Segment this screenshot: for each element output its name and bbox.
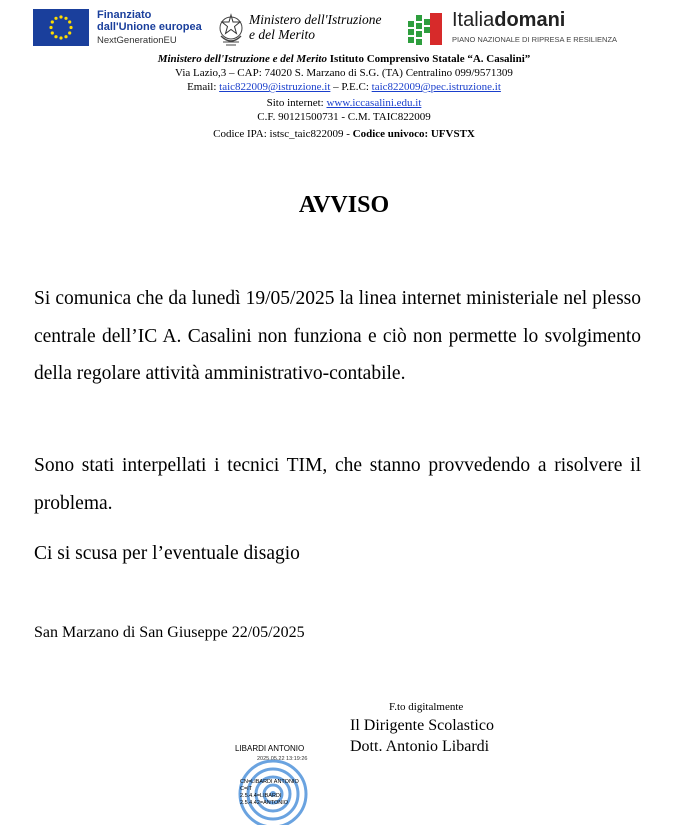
institution-codes: C.F. 90121500731 - C.M. TAIC822009: [257, 111, 431, 123]
ministry-logo: [249, 12, 382, 42]
italian-republic-emblem-icon: [217, 12, 245, 48]
institution-address: Via Lazio,3 – CAP: 74020 S. Marzano di S.G. (TA) Centralino 099/9571309: [175, 67, 513, 79]
signatory-role: Il Dirigente Scolastico: [350, 717, 494, 734]
ipa-label: Codice IPA: istsc_taic822009 -: [213, 128, 353, 140]
stamp-timestamp: 2025.05.22 13:19:26: [257, 756, 308, 762]
stamp-certificate-info: [240, 779, 299, 807]
eu-line3: NextGenerationEU: [97, 35, 177, 46]
domani-word: domani: [494, 9, 566, 31]
unique-code: Codice univoco: UFVSTX: [352, 128, 475, 140]
signatory-name: Dott. Antonio Libardi: [350, 738, 490, 755]
ministry-name: Ministero dell'Istruzione e del Merito: [157, 53, 327, 65]
place-date: San Marzano di San Giuseppe 22/05/2025: [34, 624, 305, 641]
eu-line1: Finanziato: [97, 9, 152, 21]
notice-title: AVVISO: [298, 192, 390, 218]
email-link[interactable]: taic822009@istruzione.it: [219, 81, 331, 93]
site-label: Sito internet:: [266, 97, 327, 109]
stamp-line: CN=LIBARDI ANTONIO: [240, 779, 299, 785]
institution-site-line: [0, 96, 688, 110]
stamp-line: 2.5.4.42=ANTONIO: [240, 800, 289, 806]
ministry-logo-line1: Ministero dell'Istruzione: [249, 12, 382, 27]
stamp-line: C=IT: [240, 786, 253, 792]
notice-paragraph-1: Si comunica che da lunedì 19/05/2025 la linea internet ministeriale nel plesso centrale dell’IC A. Casalini non funziona e ciò non permette lo svolgimento della regolare attività amministrativo-contabile.: [34, 288, 641, 384]
italiadomani-mark-icon: [408, 11, 444, 45]
stamp-signer-name: LIBARDI ANTONIO: [235, 744, 305, 753]
italiadomani-subtitle: PIANO NAZIONALE DI RIPRESA E RESILIENZA: [452, 35, 618, 44]
signatory-block: [350, 715, 494, 757]
institution-email-line: [0, 80, 688, 94]
institution-ipa-line: [0, 127, 688, 141]
digital-signature-stamp: [233, 744, 323, 825]
site-link[interactable]: www.iccasalini.edu.it: [326, 97, 422, 109]
italia-word: Italia: [452, 9, 495, 31]
institution-name-line: [0, 52, 688, 66]
pec-label: – P.E.C:: [330, 81, 372, 93]
eu-flag-icon: [33, 9, 89, 46]
eu-funding-logo: [33, 9, 202, 47]
italiadomani-wordmark: [452, 9, 565, 32]
school-name: Istituto Comprensivo Statale “A. Casalini”: [326, 53, 531, 65]
notice-paragraph-2: Sono stati interpellati i tecnici TIM, che stanno provvedendo a risolvere il problema.: [34, 455, 641, 514]
pec-link[interactable]: taic822009@pec.istruzione.it: [371, 81, 501, 93]
digital-signature-note: F.to digitalmente: [389, 701, 464, 713]
ministry-logo-line2: e del Merito: [249, 27, 315, 42]
stamp-line: 2.5.4.4=LIBARDI: [240, 793, 282, 799]
eu-line2: dall'Unione europea: [97, 21, 202, 33]
email-label: Email:: [187, 81, 220, 93]
notice-paragraph-3: Ci si scusa per l’eventuale disagio: [34, 543, 300, 564]
